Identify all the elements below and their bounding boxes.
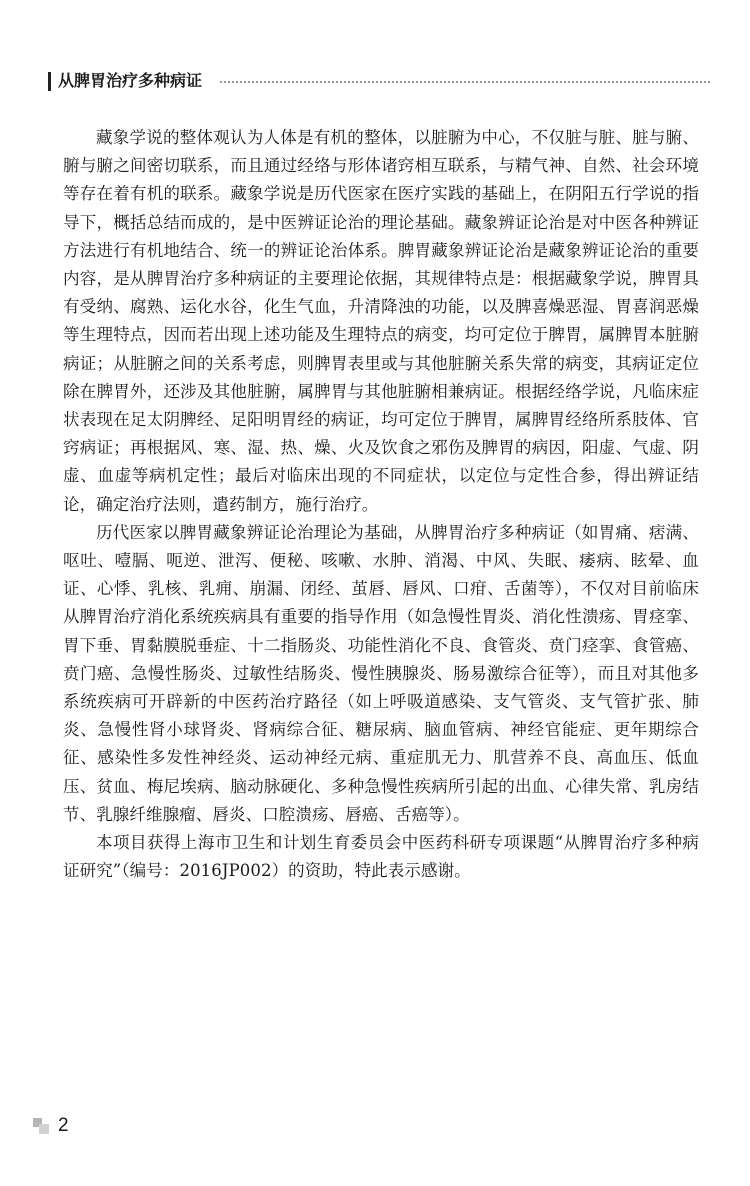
header-dotted-rule — [220, 81, 710, 83]
running-header — [48, 68, 710, 96]
page-number-marker-icon — [33, 1118, 49, 1134]
page-footer — [33, 1114, 113, 1138]
paragraph-theory: 藏象学说的整体观认为人体是有机的整体，以脏腑为中心，不仅脏与脏、脏与腑、腑与腑之间密切联系，而且通过经络与形体诸窍相互联系，与精气神、自然、社会环境等存在着有机的联系。藏象学说是历代医家在医疗实践的基础上，在阴阳五行学说的指导下，概括总结而成的，是中医辨证论治的理论基础。藏象辨证论治是对中医各种辨证方法进行有机地结合、统一的辨证论治体系。脾胃藏象辨证论治是藏象辨证论治的重要内容，是从脾胃治疗多种病证的主要理论依据，其规律特点是：根据藏象学说，脾胃具有受纳、腐熟、运化水谷，化生气血，升清降浊的功能，以及脾喜燥恶湿、胃喜润恶燥等生理特点，因而若出现上述功能及生理特点的病变，均可定位于脾胃，属脾胃本脏腑病证；从脏腑之间的关系考虑，则脾胃表里或与其他脏腑关系失常的病变，其病证定位除在脾胃外，还涉及其他脏腑，属脾胃与其他脏腑相兼病证。根据经络学说，凡临床症状表现在足太阴脾经、足阳明胃经的病证，均可定位于脾胃，属脾胃经络所系肢体、官窍病证；再根据风、寒、湿、热、燥、火及饮食之邪伤及脾胃的病因，阳虚、气虚、阴虚、血虚等病机定性；最后对临床出现的不同症状，以定位与定性合参，得出辨证结论，确定治疗法则，遣药制方，施行治疗。 — [63, 128, 699, 514]
header-accent-bar — [48, 72, 51, 91]
paragraph-acknowledgement: 本项目获得上海市卫生和计划生育委员会中医药科研专项课题“从脾胃治疗多种病证研究”（编号：2016JP002）的资助，特此表示感谢。 — [63, 833, 699, 881]
body-text — [63, 124, 699, 885]
page-number: 2 — [58, 1115, 69, 1136]
paragraph-applications: 历代医家以脾胃藏象辨证论治理论为基础，从脾胃治疗多种病证（如胃痛、痞满、呕吐、噎膈、呃逆、泄泻、便秘、咳嗽、水肿、消渴、中风、失眠、痿病、眩晕、血证、心悸、乳核、乳痈、崩漏、闭经、茧唇、唇风、口疳、舌菌等），不仅对目前临床从脾胃治疗消化系统疾病具有重要的指导作用（如急慢性胃炎、消化性溃疡、胃痉挛、胃下垂、胃黏膜脱垂症、十二指肠炎、功能性消化不良、食管炎、贲门痉挛、食管癌、贲门癌、急慢性肠炎、过敏性结肠炎、慢性胰腺炎、肠易激综合征等），而且对其他多系统疾病可开辟新的中医药治疗路径（如上呼吸道感染、支气管炎、支气管扩张、肺炎、急慢性肾小球肾炎、肾病综合征、糖尿病、脑血管病、神经官能症、更年期综合征、感染性多发性神经炎、运动神经元病、重症肌无力、肌营养不良、高血压、低血压、贫血、梅尼埃病、脑动脉硬化、多种急慢性疾病所引起的出血、心律失常、乳房结节、乳腺纤维腺瘤、唇炎、口腔溃疡、唇癌、舌癌等）。 — [63, 522, 699, 824]
running-header-title: 从脾胃治疗多种病证 — [58, 71, 203, 90]
